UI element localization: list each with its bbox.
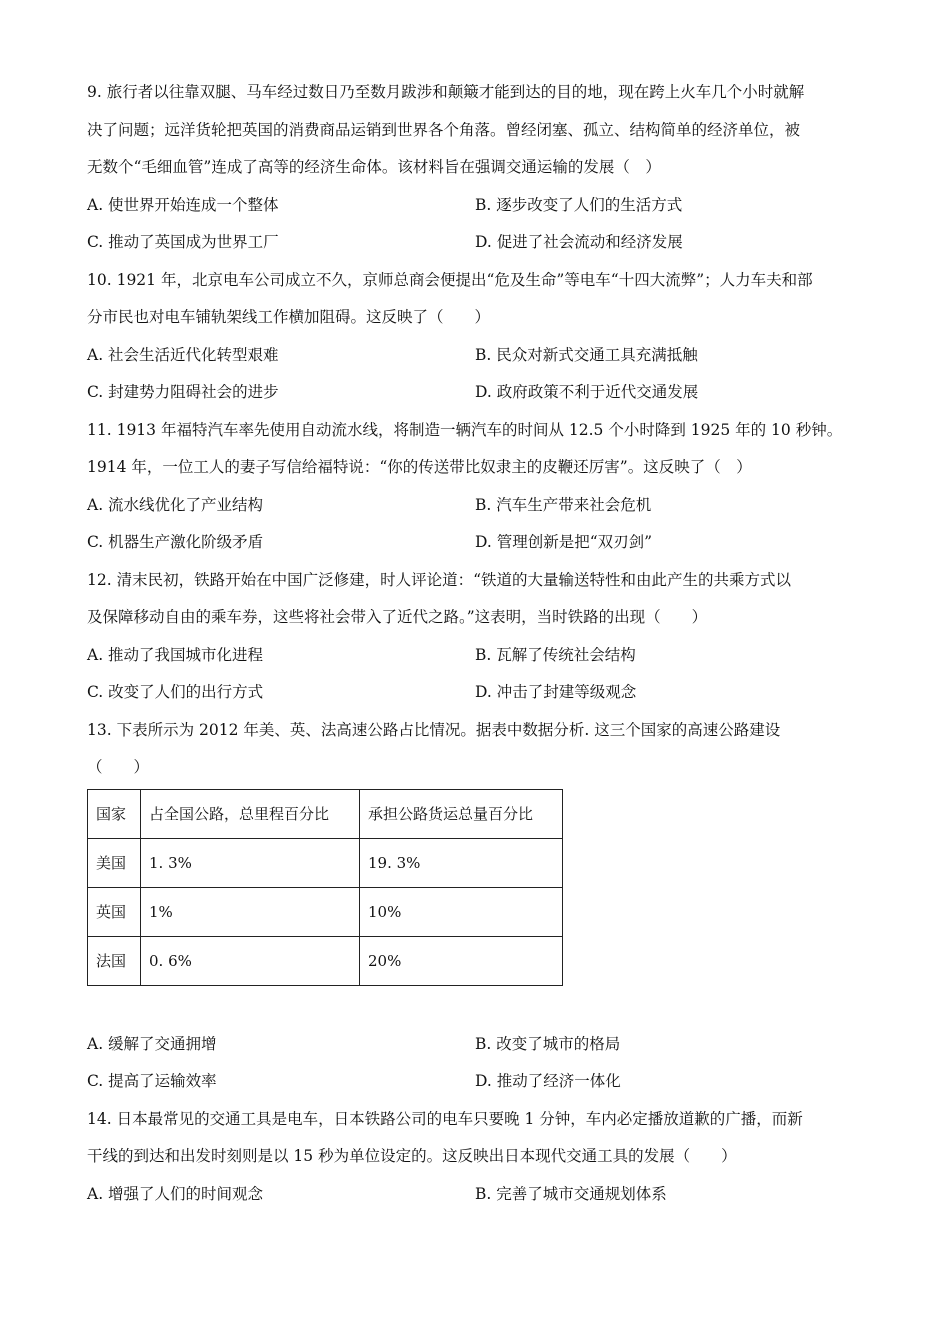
question-13 — [87, 712, 867, 1101]
option-d: D. 管理创新是把“双刃剑” — [475, 533, 653, 551]
option-b: B. 逐步改变了人们的生活方式 — [475, 195, 683, 214]
option-c: C. 机器生产激化阶级矛盾 — [87, 533, 264, 551]
highway-data-table — [87, 789, 563, 986]
question-10 — [87, 262, 867, 412]
option-b: B. 瓦解了传统社会结构 — [475, 645, 636, 664]
option-a: A. 缓解了交通拥增 — [87, 1034, 217, 1053]
question-11 — [87, 412, 867, 562]
table-header-cell: 占全国公路，总里程百分比 — [141, 789, 360, 838]
question-text-line: 10. 1921 年，北京电车公司成立不久，京师总商会便提出“危及生命”等电车“十四大流弊”；人力车夫和部 — [87, 270, 813, 289]
question-text-line: （ ） — [87, 758, 150, 776]
options-row — [87, 374, 867, 412]
question-text-line: 决了问题；远洋货轮把英国的消费商品运销到世界各个角落。曾经闭塞、孤立、结构简单的经济单位，被 — [87, 120, 801, 139]
question-text-line: 分市民也对电车铺轨架线工作横加阻碍。这反映了（ ） — [87, 308, 491, 326]
options-row — [87, 1026, 867, 1064]
question-text-line: 14. 日本最常见的交通工具是电车，日本铁路公司的电车只要晚 1 分钟，车内必定播放道歉的广播，而新 — [87, 1109, 803, 1128]
option-d: D. 冲击了封建等级观念 — [475, 683, 637, 701]
table-cell: 19. 3% — [360, 838, 563, 887]
option-b: B. 改变了城市的格局 — [475, 1034, 621, 1053]
table-cell: 20% — [360, 936, 563, 985]
option-c: C. 封建势力阻碍社会的进步 — [87, 383, 279, 401]
exam-page — [87, 74, 867, 1213]
table-cell: 0. 6% — [141, 936, 360, 985]
options-row — [87, 674, 867, 712]
question-text-line: 1914 年，一位工人的妻子写信给福特说：“你的传送带比奴隶主的皮鞭还厉害”。这反映了（ ） — [87, 458, 752, 476]
table-header-cell: 承担公路货运总量百分比 — [360, 789, 563, 838]
options-row — [87, 1176, 867, 1214]
option-b: B. 汽车生产带来社会危机 — [475, 495, 652, 514]
question-9 — [87, 74, 867, 262]
table-cell: 1% — [141, 887, 360, 936]
option-c: C. 改变了人们的出行方式 — [87, 683, 264, 701]
question-text-line: 13. 下表所示为 2012 年美、英、法高速公路占比情况。据表中数据分析. 这三个国家的高速公路建设 — [87, 720, 781, 739]
table-cell: 法国 — [88, 936, 141, 985]
table-header-row — [88, 789, 563, 838]
option-d: D. 政府政策不利于近代交通发展 — [475, 383, 699, 401]
option-a: A. 推动了我国城市化进程 — [87, 645, 264, 664]
option-a: A. 社会生活近代化转型艰难 — [87, 345, 279, 364]
table-row — [88, 887, 563, 936]
question-12 — [87, 562, 867, 712]
table-cell: 1. 3% — [141, 838, 360, 887]
question-text-line: 12. 清末民初，铁路开始在中国广泛修建，时人评论道：“铁道的大量输送特性和由此产生的共乘方式以 — [87, 570, 792, 589]
option-a: A. 增强了人们的时间观念 — [87, 1184, 264, 1203]
option-a: A. 流水线优化了产业结构 — [87, 495, 264, 514]
options-row — [87, 1063, 867, 1101]
table-row — [88, 838, 563, 887]
options-row — [87, 224, 867, 262]
table-cell: 美国 — [88, 838, 141, 887]
options-row — [87, 487, 867, 525]
spacer — [87, 986, 867, 1026]
options-row — [87, 637, 867, 675]
option-d: D. 推动了经济一体化 — [475, 1072, 621, 1090]
question-text-line: 11. 1913 年福特汽车率先使用自动流水线，将制造一辆汽车的时间从 12.5 个小时降到 1925 年的 10 秒钟。 — [87, 420, 843, 439]
option-c: C. 推动了英国成为世界工厂 — [87, 233, 279, 251]
question-text-line: 9. 旅行者以往靠双腿、马车经过数日乃至数月跋涉和颠簸才能到达的目的地，现在跨上火车几个小时就解 — [87, 83, 805, 101]
option-c: C. 提高了运输效率 — [87, 1072, 217, 1090]
question-14 — [87, 1101, 867, 1214]
options-row — [87, 524, 867, 562]
table-cell: 英国 — [88, 887, 141, 936]
options-row — [87, 187, 867, 225]
question-text-line: 及保障移动自由的乘车券，这些将社会带入了近代之路。”这表明，当时铁路的出现（ ） — [87, 608, 708, 626]
option-a: A. 使世界开始连成一个整体 — [87, 195, 279, 214]
question-text-line: 无数个“毛细血管”连成了高等的经济生命体。该材料旨在强调交通运输的发展（ ） — [87, 158, 661, 176]
table-header-cell: 国家 — [88, 789, 141, 838]
option-b: B. 完善了城市交通规划体系 — [475, 1184, 667, 1203]
table-row — [88, 936, 563, 985]
table-cell: 10% — [360, 887, 563, 936]
option-b: B. 民众对新式交通工具充满抵触 — [475, 345, 698, 364]
option-d: D. 促进了社会流动和经济发展 — [475, 233, 683, 251]
question-text-line: 干线的到达和出发时刻则是以 15 秒为单位设定的。这反映出日本现代交通工具的发展（ ） — [87, 1147, 737, 1165]
options-row — [87, 337, 867, 375]
